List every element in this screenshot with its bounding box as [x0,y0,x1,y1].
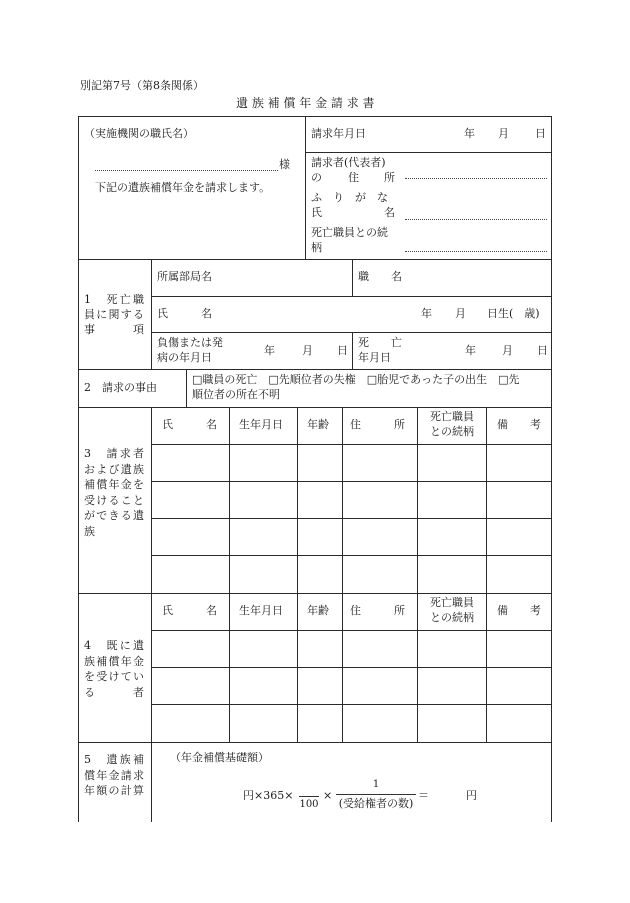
divider [486,407,487,593]
request-date-label: 請求年月日 [311,127,366,140]
col-remarks: 備 考 [497,604,541,617]
border-left [78,116,79,822]
denominator-100: 100 [299,799,319,810]
fraction-bar [336,794,416,795]
divider [151,481,551,482]
divider [352,259,353,296]
injury-month: 月 [302,344,313,357]
divider [151,259,152,369]
section4-label: 4 既に遺族補償年金を受けている者 [84,639,144,699]
fraction-bar [299,796,319,797]
injury-day: 日 [337,344,348,357]
border-top [78,116,552,117]
section5-label: 5 遺族補償年金請求年額の計算 [84,753,144,797]
sama-suffix: 様 [279,158,290,171]
denominator-text: (受給権者の数) [338,797,414,810]
section2-label: 2 請求の事由 [84,381,157,394]
divider [305,116,306,259]
divider [352,332,353,369]
relation-field[interactable] [405,251,547,252]
request-date-month: 月 [498,127,509,140]
request-statement: 下記の遺族補償年金を請求します。 [95,181,271,194]
birth-month: 月 [455,307,466,320]
section3-label: 3 請求者および遺族補償年金を受けることができる遺族 [84,447,144,538]
divider [151,704,551,705]
death-date-label: 死 亡 [358,336,402,349]
relation-label-2: 柄 [311,241,322,254]
divider [486,593,487,742]
furigana-label: ふ り が な [311,191,388,204]
col-relation: 死亡職員 [430,410,474,423]
death-date-label-2: 年月日 [358,351,391,364]
form-number: 別記第7号（第8条関係） [80,79,204,92]
form-title: 遺 族 補 償 年 金 請 求 書 [236,96,375,110]
divider [78,259,552,260]
claimant-address-field[interactable] [405,178,547,179]
divider [342,593,343,742]
divider [78,407,552,408]
divider [151,332,551,333]
injury-date-label-2: 病の年月日 [157,351,212,364]
col-relation-2: との続柄 [430,611,474,624]
address-label-sho: 所 [384,171,395,184]
divider [229,407,230,593]
numerator-1: 1 [372,779,380,790]
agency-label: （実施機関の職氏名） [84,127,194,140]
col-age: 年齢 [307,418,329,431]
claimant-name-field[interactable] [405,219,547,220]
col-remarks: 備 考 [497,418,541,431]
divider [151,555,551,556]
divider [151,630,551,631]
injury-date-label: 負傷または発 [157,336,223,349]
col-address: 住 所 [350,418,405,431]
divider [151,667,551,668]
death-month: 月 [502,344,513,357]
divider [151,407,152,593]
agency-name-field[interactable] [95,170,278,171]
col-birthdate: 生年月日 [239,418,283,431]
deceased-name-label: 氏 名 [157,307,212,320]
relation-label: 死亡職員との続 [311,226,388,239]
divider [151,518,551,519]
col-address: 住 所 [350,604,405,617]
reason-options[interactable]: □職員の死亡 □先順位者の失権 □胎児であった子の出生 □先 [192,373,520,386]
col-age: 年齢 [307,604,329,617]
col-name: 氏 名 [162,604,217,617]
address-label-no: の [311,171,322,184]
divider [78,369,552,370]
divider [78,593,552,594]
divider [151,444,551,445]
section1-label: 1 死亡職員に関する事項 [84,293,144,336]
death-year: 年 [465,344,476,357]
claimant-label: 請求者(代表者) [311,156,386,169]
equals-sign: ＝ [418,789,429,802]
divider [151,742,152,822]
divider [297,407,298,593]
basic-amount-label: （年金補償基礎額） [170,751,269,764]
col-birthdate: 生年月日 [239,604,283,617]
divider [297,593,298,742]
multiply-sign: × [323,789,333,802]
divider [342,407,343,593]
reason-options-2[interactable]: 順位者の所在不明 [192,388,280,401]
address-label-ju: 住 [348,171,359,184]
col-name: 氏 名 [162,418,217,431]
request-date-day: 日 [535,127,546,140]
request-date-year: 年 [464,127,475,140]
injury-year: 年 [264,344,275,357]
birth-suffix: 日生( 歳) [487,307,540,320]
claimant-name-label-1: 氏 [311,206,322,219]
death-day: 日 [537,344,548,357]
divider [305,152,551,153]
col-relation-2: との続柄 [430,425,474,438]
dept-label: 所属部局名 [157,270,212,283]
yen-unit: 円 [466,789,477,802]
col-relation: 死亡職員 [430,596,474,609]
birth-year: 年 [421,307,432,320]
divider [78,742,552,743]
post-label: 職 名 [358,270,402,283]
formula-left: 円×365× [243,789,294,802]
border-right [551,116,552,822]
claimant-name-label-2: 名 [384,206,395,219]
divider [186,369,187,407]
divider [151,296,551,297]
divider [229,593,230,742]
